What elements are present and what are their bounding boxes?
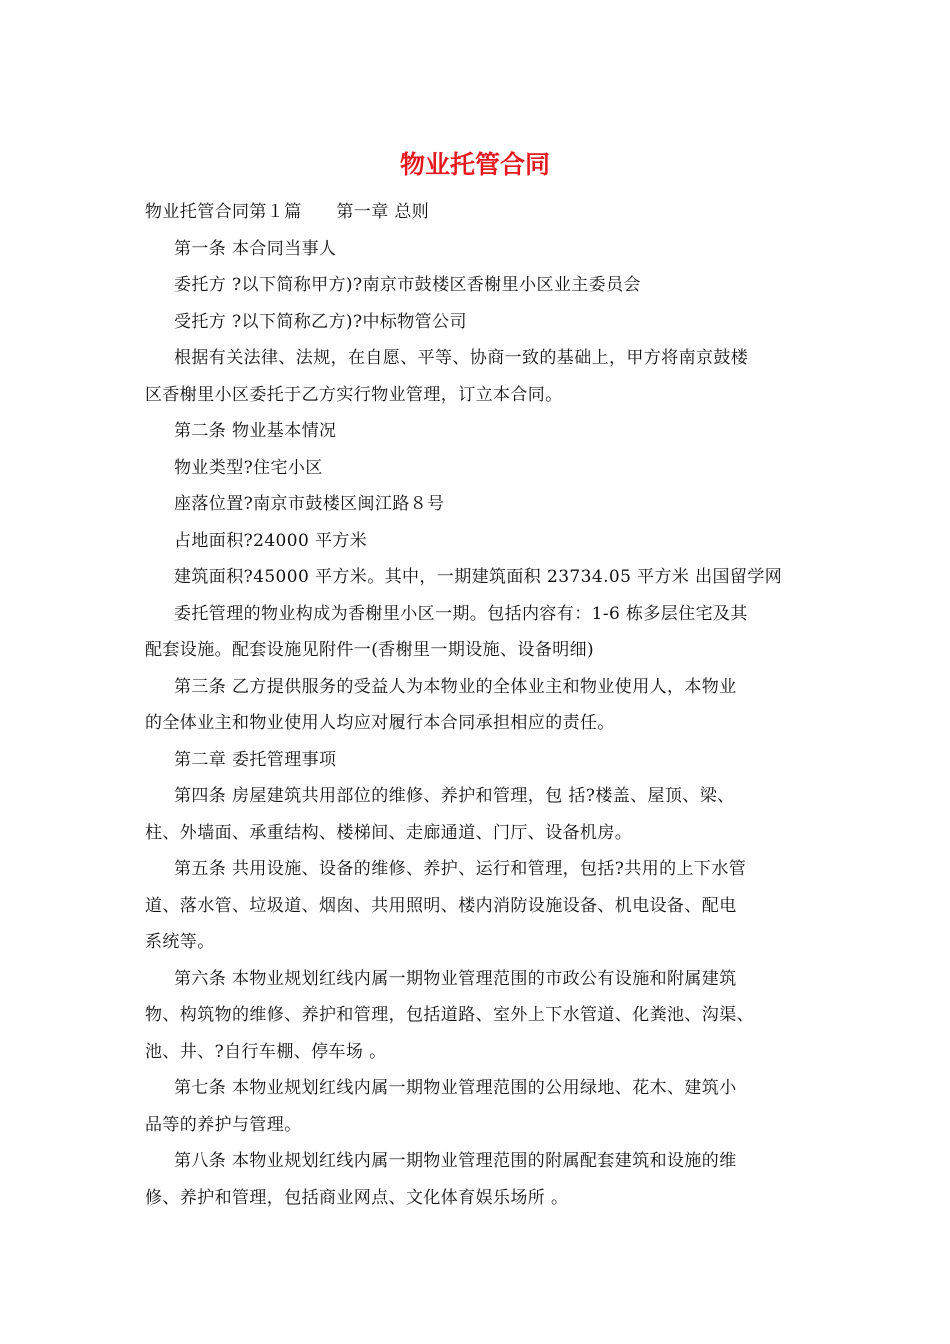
paragraph-line: 第二章 委托管理事项 [174, 749, 337, 770]
paragraph-line: 第二条 物业基本情况 [174, 421, 337, 441]
paragraph-line: 建筑面积?45000 平方米。其中，一期建筑面积 23734.05 平方米 出国留学网 [174, 567, 783, 587]
paragraph-line: 委托方 ?以下简称甲方)?南京市鼓楼区香榭里小区业主委员会 [174, 275, 641, 295]
paragraph-line: 占地面积?24000 平方米 [174, 530, 368, 551]
paragraph-line: 物、构筑物的维修、养护和管理，包括道路、室外上下水管道、化粪池、沟渠、 [145, 1005, 754, 1025]
paragraph-line: 道、落水管、垃圾道、烟囱、共用照明、楼内消防设施设备、机电设备、配电 [145, 895, 737, 916]
paragraph-line: 第四条 房屋建筑共用部位的维修、养护和管理，包 括?楼盖、屋顶、梁、 [174, 786, 735, 806]
paragraph-line: 第六条 本物业规划红线内属一期物业管理范围的市政公有设施和附属建筑 [174, 968, 737, 989]
paragraph-line: 第八条 本物业规划红线内属一期物业管理范围的附属配套建筑和设施的维 [174, 1151, 737, 1171]
document-title: 物业托管合同 [399, 150, 550, 179]
paragraph-line: 物业类型?住宅小区 [174, 457, 323, 478]
paragraph-line: 修、养护和管理，包括商业网点、文化体育娱乐场所 。 [145, 1187, 569, 1208]
paragraph-line: 区香榭里小区委托于乙方实行物业管理，订立本合同。 [145, 384, 563, 405]
paragraph-line: 座落位置?南京市鼓楼区闽江路８号 [174, 494, 445, 514]
paragraph-line: 的全体业主和物业使用人均应对履行本合同承担相应的责任。 [145, 713, 615, 733]
paragraph-line: 委托管理的物业构成为香榭里小区一期。包括内容有：1-6 栋多层住宅及其 [174, 603, 748, 624]
paragraph-line: 第一条 本合同当事人 [174, 238, 337, 259]
document-body [145, 194, 809, 1216]
paragraph-line: 根据有关法律、法规，在自愿、平等、协商一致的基础上，甲方将南京鼓楼 [174, 348, 749, 368]
paragraph-line: 配套设施。配套设施见附件一(香榭里一期设施、设备明细) [145, 640, 595, 660]
paragraph-line: 第五条 共用设施、设备的维修、养护、运行和管理，包括?共用的上下水管 [174, 859, 747, 879]
paragraph-line: 柱、外墙面、承重结构、楼梯间、走廊通道、门厅、设备机房。 [145, 822, 633, 843]
paragraph-line: 品等的养护与管理。 [145, 1114, 302, 1135]
paragraph-line: 第三条 乙方提供服务的受益人为本物业的全体业主和物业使用人，本物业 [174, 676, 737, 697]
paragraph-line: 系统等。 [145, 932, 215, 952]
paragraph-line: 物业托管合同第１篇 第一章 总则 [145, 202, 430, 222]
paragraph-line: 池、井、?自行车棚、停车场 。 [145, 1041, 387, 1062]
paragraph-line: 受托方 ?以下简称乙方)?中标物管公司 [174, 311, 467, 332]
paragraph-line: 第七条 本物业规划红线内属一期物业管理范围的公用绿地、花木、建筑小 [174, 1078, 737, 1098]
